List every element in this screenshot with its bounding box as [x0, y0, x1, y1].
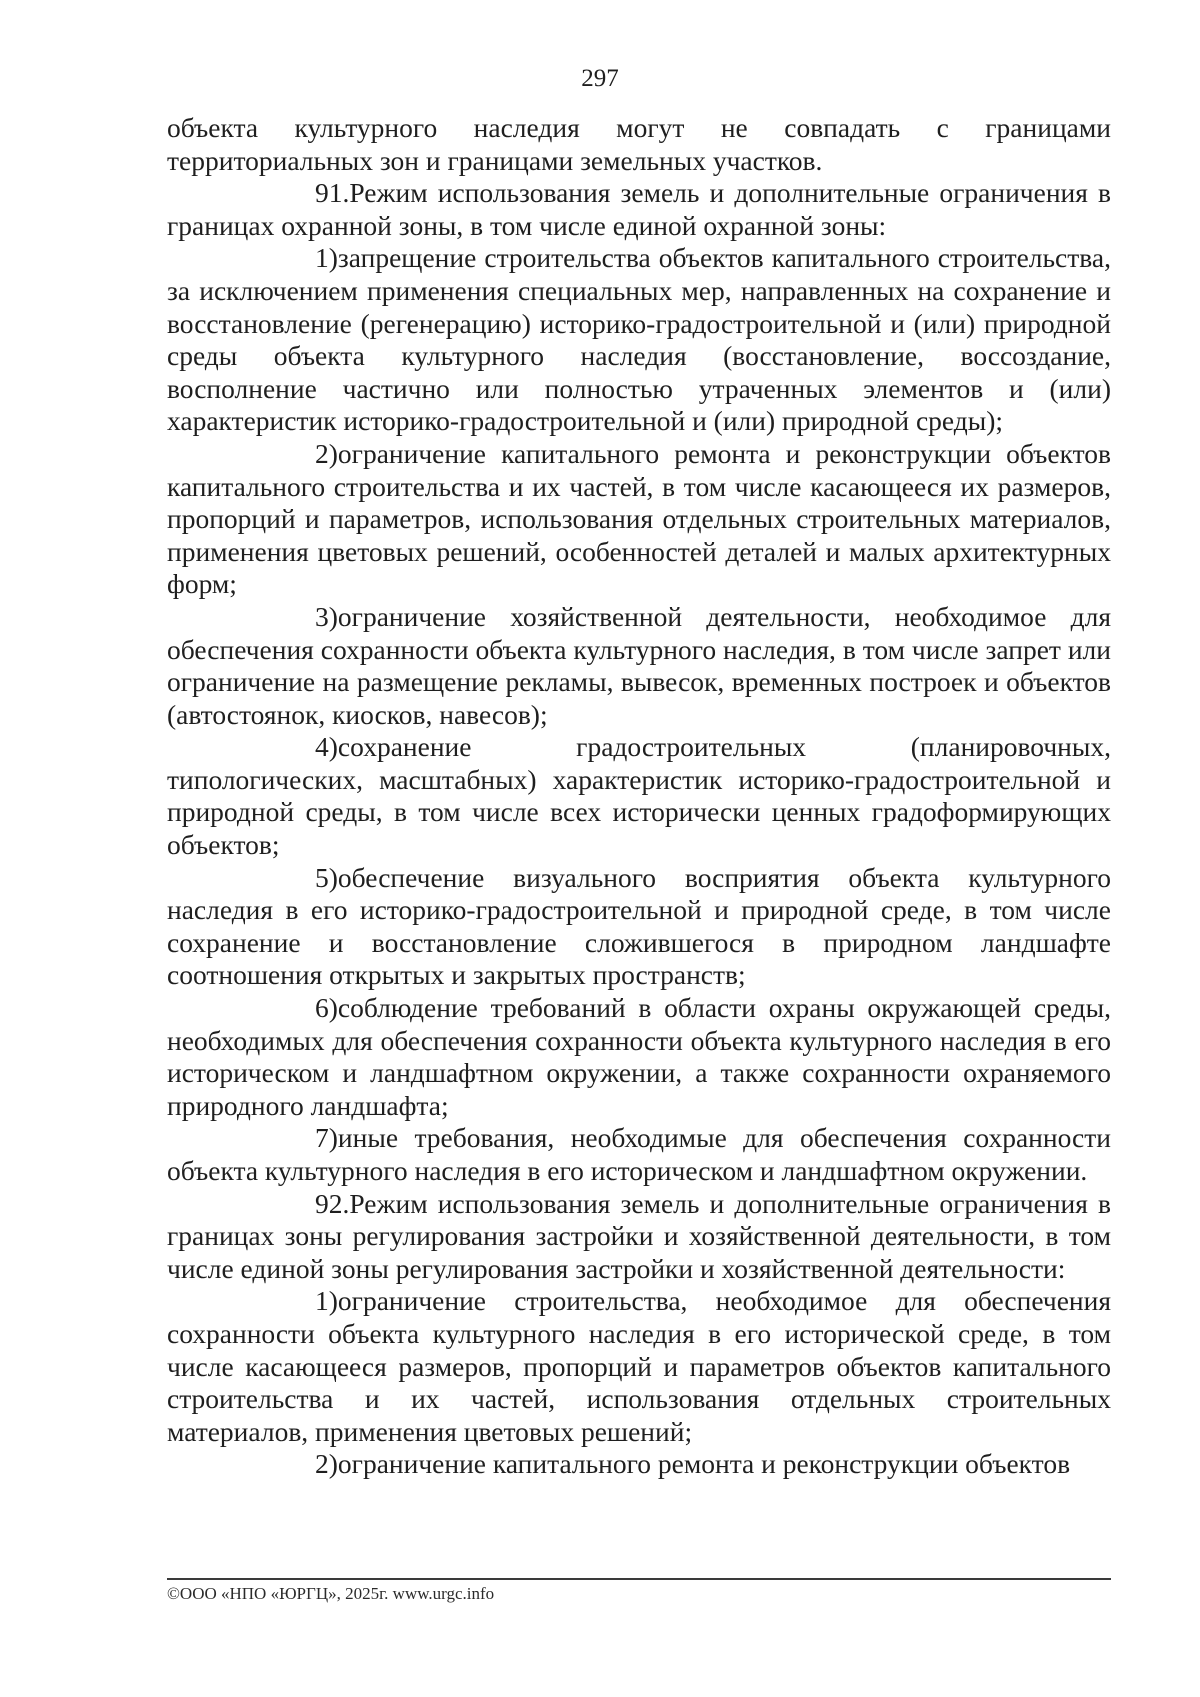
list-item: [167, 1448, 1111, 1481]
section-number: 91.: [315, 177, 350, 209]
list-item-text: ограничение капитального ремонта и реконструкции объектов: [337, 1448, 1071, 1480]
list-item-text: сохранение градостроительных (планировочных, типологических, масштабных) характеристик историко-градостроительной и природной среды, в том числе всех исторически ценных градоформирующих объектов;: [167, 731, 1111, 861]
list-item: [167, 731, 1111, 861]
list-item-number: 6): [315, 992, 338, 1024]
document-body: [167, 112, 1111, 1481]
list-item-text: соблюдение требований в области охраны окружающей среды, необходимых для обеспечения сохранности объекта культурного наследия в его историческом и ландшафтном окружении, а также сохранности охраняемого природного ландшафта;: [167, 992, 1111, 1121]
paragraph-text: Режим использования земель и дополнительные ограничения в границах охранной зоны, в том числе единой охранной зоны:: [167, 177, 1111, 241]
list-item-number: 5): [315, 861, 338, 893]
list-item: [167, 1285, 1111, 1448]
list-item-text: иные требования, необходимые для обеспечения сохранности объекта культурного наследия в его историческом и ландшафтном окружении.: [167, 1122, 1111, 1186]
section-number: 92.: [315, 1187, 350, 1219]
list-item-number: 2): [315, 437, 338, 469]
list-item-text: ограничение хозяйственной деятельности, необходимое для обеспечения сохранности объекта культурного наследия, в том числе запрет или ограничение на размещение рекламы, вывесок, временных построек и объектов (автостоянок, киосков, навесов);: [167, 600, 1111, 730]
list-item-text: ограничение капитального ремонта и реконструкции объектов капитального строительства и их частей, в том числе касающееся их размеров, пропорций и параметров, использования отдельных строительных материалов, применения цветовых решений, особенностей деталей и малых архитектурных форм;: [167, 437, 1111, 600]
list-item-number: 1): [315, 242, 338, 274]
list-item: [167, 601, 1111, 731]
list-item-text: ограничение строительства, необходимое для обеспечения сохранности объекта культурного наследия в его исторической среде, в том числе касающееся размеров, пропорций и параметров объектов капитального строительства и их частей, использования отдельных строительных материалов, применения цветовых решений;: [167, 1285, 1111, 1447]
page-number: 297: [581, 65, 619, 92]
paragraph: [167, 112, 1111, 177]
footer-divider: [167, 1578, 1111, 1580]
list-item: [167, 992, 1111, 1122]
list-item: [167, 862, 1111, 992]
paragraph-text: Режим использования земель и дополнительные ограничения в границах зоны регулирования застройки и хозяйственной деятельности, в том числе единой зоны регулирования застройки и хозяйственной деятельности:: [167, 1187, 1111, 1284]
section-paragraph: [167, 177, 1111, 242]
paragraph-text: объекта культурного наследия могут не совпадать с границами территориальных зон и границами земельных участков.: [167, 112, 1111, 176]
list-item-number: 2): [315, 1448, 338, 1480]
list-item: [167, 1122, 1111, 1187]
list-item-number: 4): [315, 731, 338, 763]
footer-copyright: ©ООО «НПО «ЮРГЦ», 2025г. www.urgc.info: [167, 1584, 495, 1603]
list-item-text: обеспечение визуального восприятия объекта культурного наследия в его историко-градостроительной и природной среде, в том числе сохранение и восстановление сложившегося в природном ландшафте соотношения открытых и закрытых пространств;: [167, 861, 1111, 991]
list-item-number: 1): [315, 1285, 338, 1317]
list-item-number: 7): [315, 1122, 338, 1154]
section-paragraph: [167, 1188, 1111, 1286]
list-item-number: 3): [315, 600, 338, 632]
list-item: [167, 438, 1111, 601]
list-item-text: запрещение строительства объектов капитального строительства, за исключением применения специальных мер, направленных на сохранение и восстановление (регенерацию) историко-градостроительной и (или) природной среды объекта культурного наследия (восстановление, воссоздание, восполнение частично или полностью утраченных элементов и (или) характеристик историко-градостроительной и (или) природной среды);: [167, 242, 1111, 437]
list-item: [167, 242, 1111, 438]
